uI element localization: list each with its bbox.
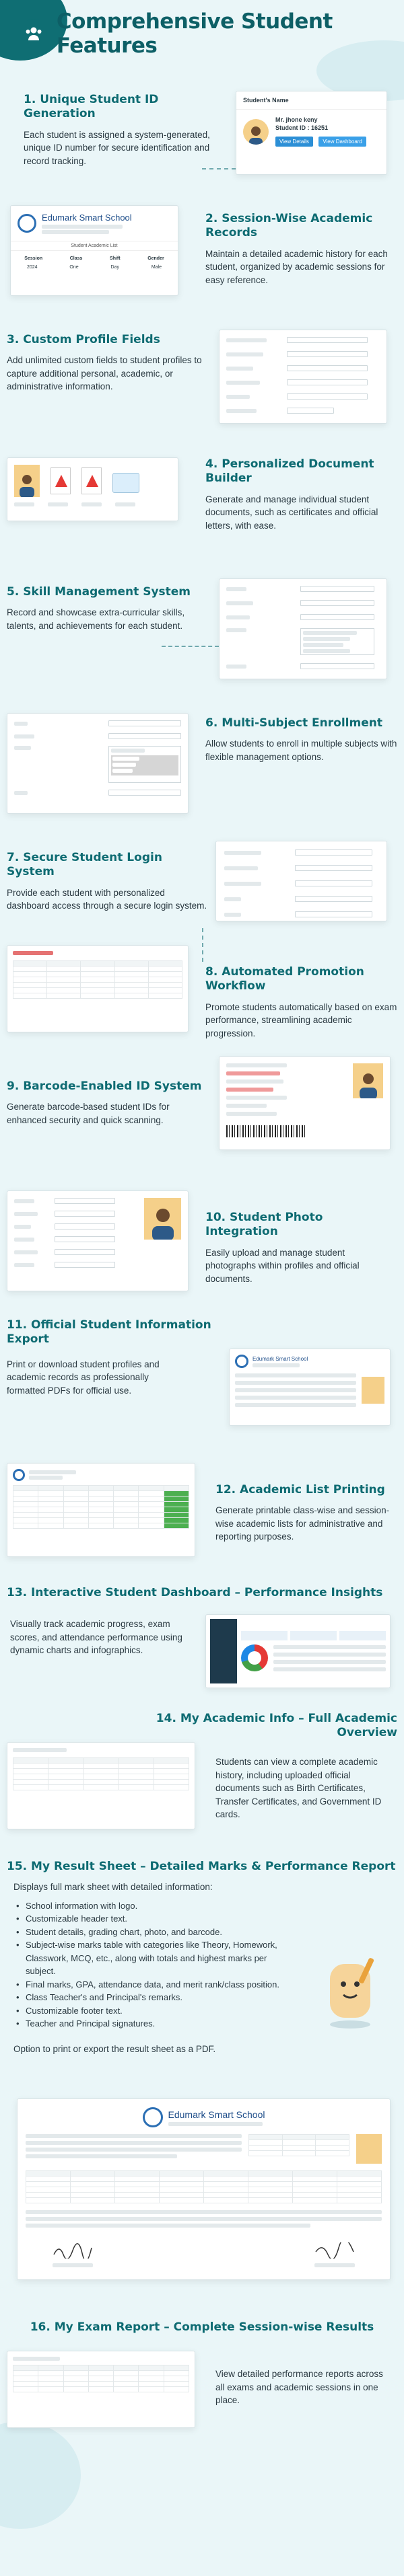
feature-13-desc: [10, 1618, 199, 1657]
page-title: Comprehensive Student Features: [56, 9, 333, 58]
feature-desc: Easily upload and manage student photographs within profiles and official documents.: [205, 1247, 360, 1284]
feature-desc: Add unlimited custom fields to student profiles to capture additional personal, academic, or administrative information.: [7, 355, 202, 392]
dashboard-screenshot: [205, 1614, 391, 1688]
feature-title: 3. Custom Profile Fields: [7, 333, 160, 346]
col-value: 2024: [26, 265, 38, 270]
feature-desc: Visually track academic progress, exam scores, and attendance performance using dynamic charts and infographics.: [10, 1619, 182, 1656]
view-details-button[interactable]: View Details: [275, 137, 313, 147]
feature-title: 16. My Exam Report – Complete Session-wise Results: [30, 2320, 374, 2334]
id-card-icon[interactable]: [112, 473, 139, 493]
school-logo-icon: [18, 214, 36, 233]
feature-desc: View detailed performance reports across all exams and academic sessions in one place.: [215, 2369, 383, 2406]
feature-title: 10. Student Photo Integration: [205, 1211, 323, 1239]
student-name: Mr. jhone keny: [275, 116, 318, 123]
feature-16: [7, 2320, 397, 2335]
bullet-item: • Teacher and Principal signatures.: [13, 2017, 296, 2031]
feature-8: [205, 965, 397, 1040]
feature-desc: Generate printable class-wise and session-wise academic lists for administrative and reporting purposes.: [215, 1505, 390, 1542]
school-logo-icon: [235, 1355, 248, 1368]
sidebar: [210, 1619, 237, 1683]
feature-6: [205, 716, 397, 763]
feature-title: 5. Skill Management System: [7, 585, 191, 599]
feature-title: 8. Automated Promotion Workflow: [205, 965, 364, 993]
feature-desc: Promote students automatically based on exam performance, streamlining academic progression.: [205, 1001, 397, 1038]
feature-title: 14. My Academic Info – Full Academic Overview: [156, 1712, 397, 1740]
school-name: Edumark Smart School: [42, 213, 132, 223]
school-name: Edumark Smart School: [252, 1355, 308, 1362]
pdf-file-icon[interactable]: [81, 467, 102, 494]
principal-signature: [314, 2242, 355, 2267]
school-logo-icon: [13, 1469, 25, 1481]
feature-11: [7, 1318, 229, 1397]
col-header: Class: [69, 256, 83, 261]
page-header: [0, 0, 404, 67]
login-screenshot: [215, 841, 387, 921]
feature-title: 1. Unique Student ID Generation: [24, 93, 159, 121]
school-name: Edumark Smart School: [168, 2109, 265, 2120]
col-header: Gender: [147, 256, 164, 261]
pdf-file-icon[interactable]: [50, 467, 71, 494]
barcode-icon: [226, 1125, 307, 1137]
feature-desc: Maintain a detailed academic history for each student, organized by academic sessions for easy reference.: [205, 248, 388, 285]
student-card-screenshot: [236, 91, 387, 175]
feature-desc: Displays full mark sheet with detailed information:: [13, 1882, 213, 1893]
student-photo: [353, 1063, 383, 1098]
feature-5: [7, 585, 209, 632]
bullet-item: • Student details, grading chart, photo, and barcode.: [13, 1926, 296, 1939]
result-sheet-note: Option to print or export the result sheet as a PDF.: [13, 2043, 216, 2054]
student-photo: [14, 465, 40, 497]
feature-13: [7, 1586, 397, 1600]
feature-title: 15. My Result Sheet – Detailed Marks & Performance Report: [7, 1860, 396, 1873]
pdf-export-screenshot: [229, 1349, 391, 1426]
donut-chart: [241, 1644, 268, 1671]
feature-desc: Print or download student profiles and academic records as professionally formatted PDFs for official use.: [7, 1359, 160, 1396]
feature-14: [135, 1712, 397, 1741]
exam-report-screenshot: [7, 2351, 195, 2428]
feature-desc: Allow students to enroll in multiple subjects with flexible management options.: [205, 738, 397, 762]
feature-desc: Provide each student with personalized dashboard access through a secure login system.: [7, 887, 207, 911]
feature-desc: Generate barcode-based student IDs for enhanced security and quick scanning.: [7, 1102, 170, 1125]
school-logo-icon: [143, 2107, 163, 2127]
feature-title: 7. Secure Student Login System: [7, 851, 162, 879]
col-header: Shift: [110, 256, 121, 261]
student-id: Student ID : 16251: [275, 124, 329, 131]
feature-12: [215, 1483, 397, 1544]
feature-title: 6. Multi-Subject Enrollment: [205, 716, 382, 730]
feature-desc: Each student is assigned a system-generated, unique ID number for secure identification and record tracking.: [24, 129, 210, 166]
record-subtitle: Student Academic List: [11, 241, 178, 251]
student-photo[interactable]: [144, 1198, 181, 1240]
mascot-illustration: [316, 1950, 384, 2031]
feature-title: 9. Barcode-Enabled ID System: [7, 1079, 202, 1093]
barcode-id-screenshot: [219, 1056, 391, 1150]
feature-9: [7, 1079, 209, 1127]
bullet-item: • Customizable footer text.: [13, 2004, 296, 2018]
feature-7: [7, 851, 209, 913]
custom-fields-screenshot: [219, 330, 387, 424]
academic-record-screenshot: [10, 205, 178, 296]
feature-16-desc: [215, 2367, 394, 2407]
student-avatar: [243, 119, 269, 145]
document-builder-screenshot: [7, 457, 178, 521]
teacher-signature: [53, 2242, 93, 2267]
result-sheet-screenshot: [17, 2098, 391, 2280]
feature-10: [205, 1211, 397, 1285]
bullet-item: • School information with logo.: [13, 1899, 296, 1913]
student-photo: [362, 1377, 384, 1404]
bullet-item: • Customizable header text.: [13, 1912, 296, 1926]
bullet-item: • Class Teacher's and Principal's remarks.: [13, 1991, 296, 2004]
feature-desc: Generate and manage individual student documents, such as certificates and official letters, with ease.: [205, 494, 378, 531]
users-icon: [20, 19, 47, 48]
feature-4: [205, 457, 397, 532]
col-value: One: [69, 265, 79, 270]
card-heading: Student's Name: [236, 91, 386, 110]
feature-desc: Students can view a complete academic history, including uploaded official documents such as Birth Certificates, Transfer Certificates, and Government ID cards.: [215, 1757, 382, 1820]
col-header: Session: [24, 256, 43, 261]
view-dashboard-button[interactable]: View Dashboard: [318, 137, 366, 147]
col-value: Day: [110, 265, 119, 270]
feature-title: 12. Academic List Printing: [215, 1483, 385, 1497]
feature-desc: Record and showcase extra-curricular skills, talents, and achievements for each student.: [7, 607, 185, 631]
feature-title: 2. Session-Wise Academic Records: [205, 212, 373, 240]
feature-title: 13. Interactive Student Dashboard – Performance Insights: [7, 1586, 383, 1599]
feature-3: [7, 333, 202, 393]
skill-management-screenshot: [219, 578, 387, 679]
col-value: Male: [151, 265, 162, 270]
multi-subject-screenshot: [7, 713, 189, 814]
feature-2: [205, 212, 397, 287]
result-sheet-bullets: [13, 1899, 296, 2031]
academic-info-screenshot: [7, 1742, 195, 1829]
academic-list-screenshot: [7, 1463, 195, 1557]
feature-1: [24, 93, 226, 167]
bullet-item: • Final marks, GPA, attendance data, and merit rank/class position.: [13, 1978, 296, 1992]
feature-title: 4. Personalized Document Builder: [205, 457, 374, 486]
student-photo: [356, 2134, 382, 2164]
bullet-item: • Subject-wise marks table with categories like Theory, Homework, Classwork, MCQ, etc., along with totals and highest marks per subject.: [13, 1938, 296, 1978]
feature-title: 11. Official Student Information Export: [7, 1318, 211, 1347]
feature-14-desc: [215, 1755, 394, 1821]
photo-integration-screenshot: [7, 1190, 189, 1291]
promotion-screenshot: [7, 945, 189, 1032]
